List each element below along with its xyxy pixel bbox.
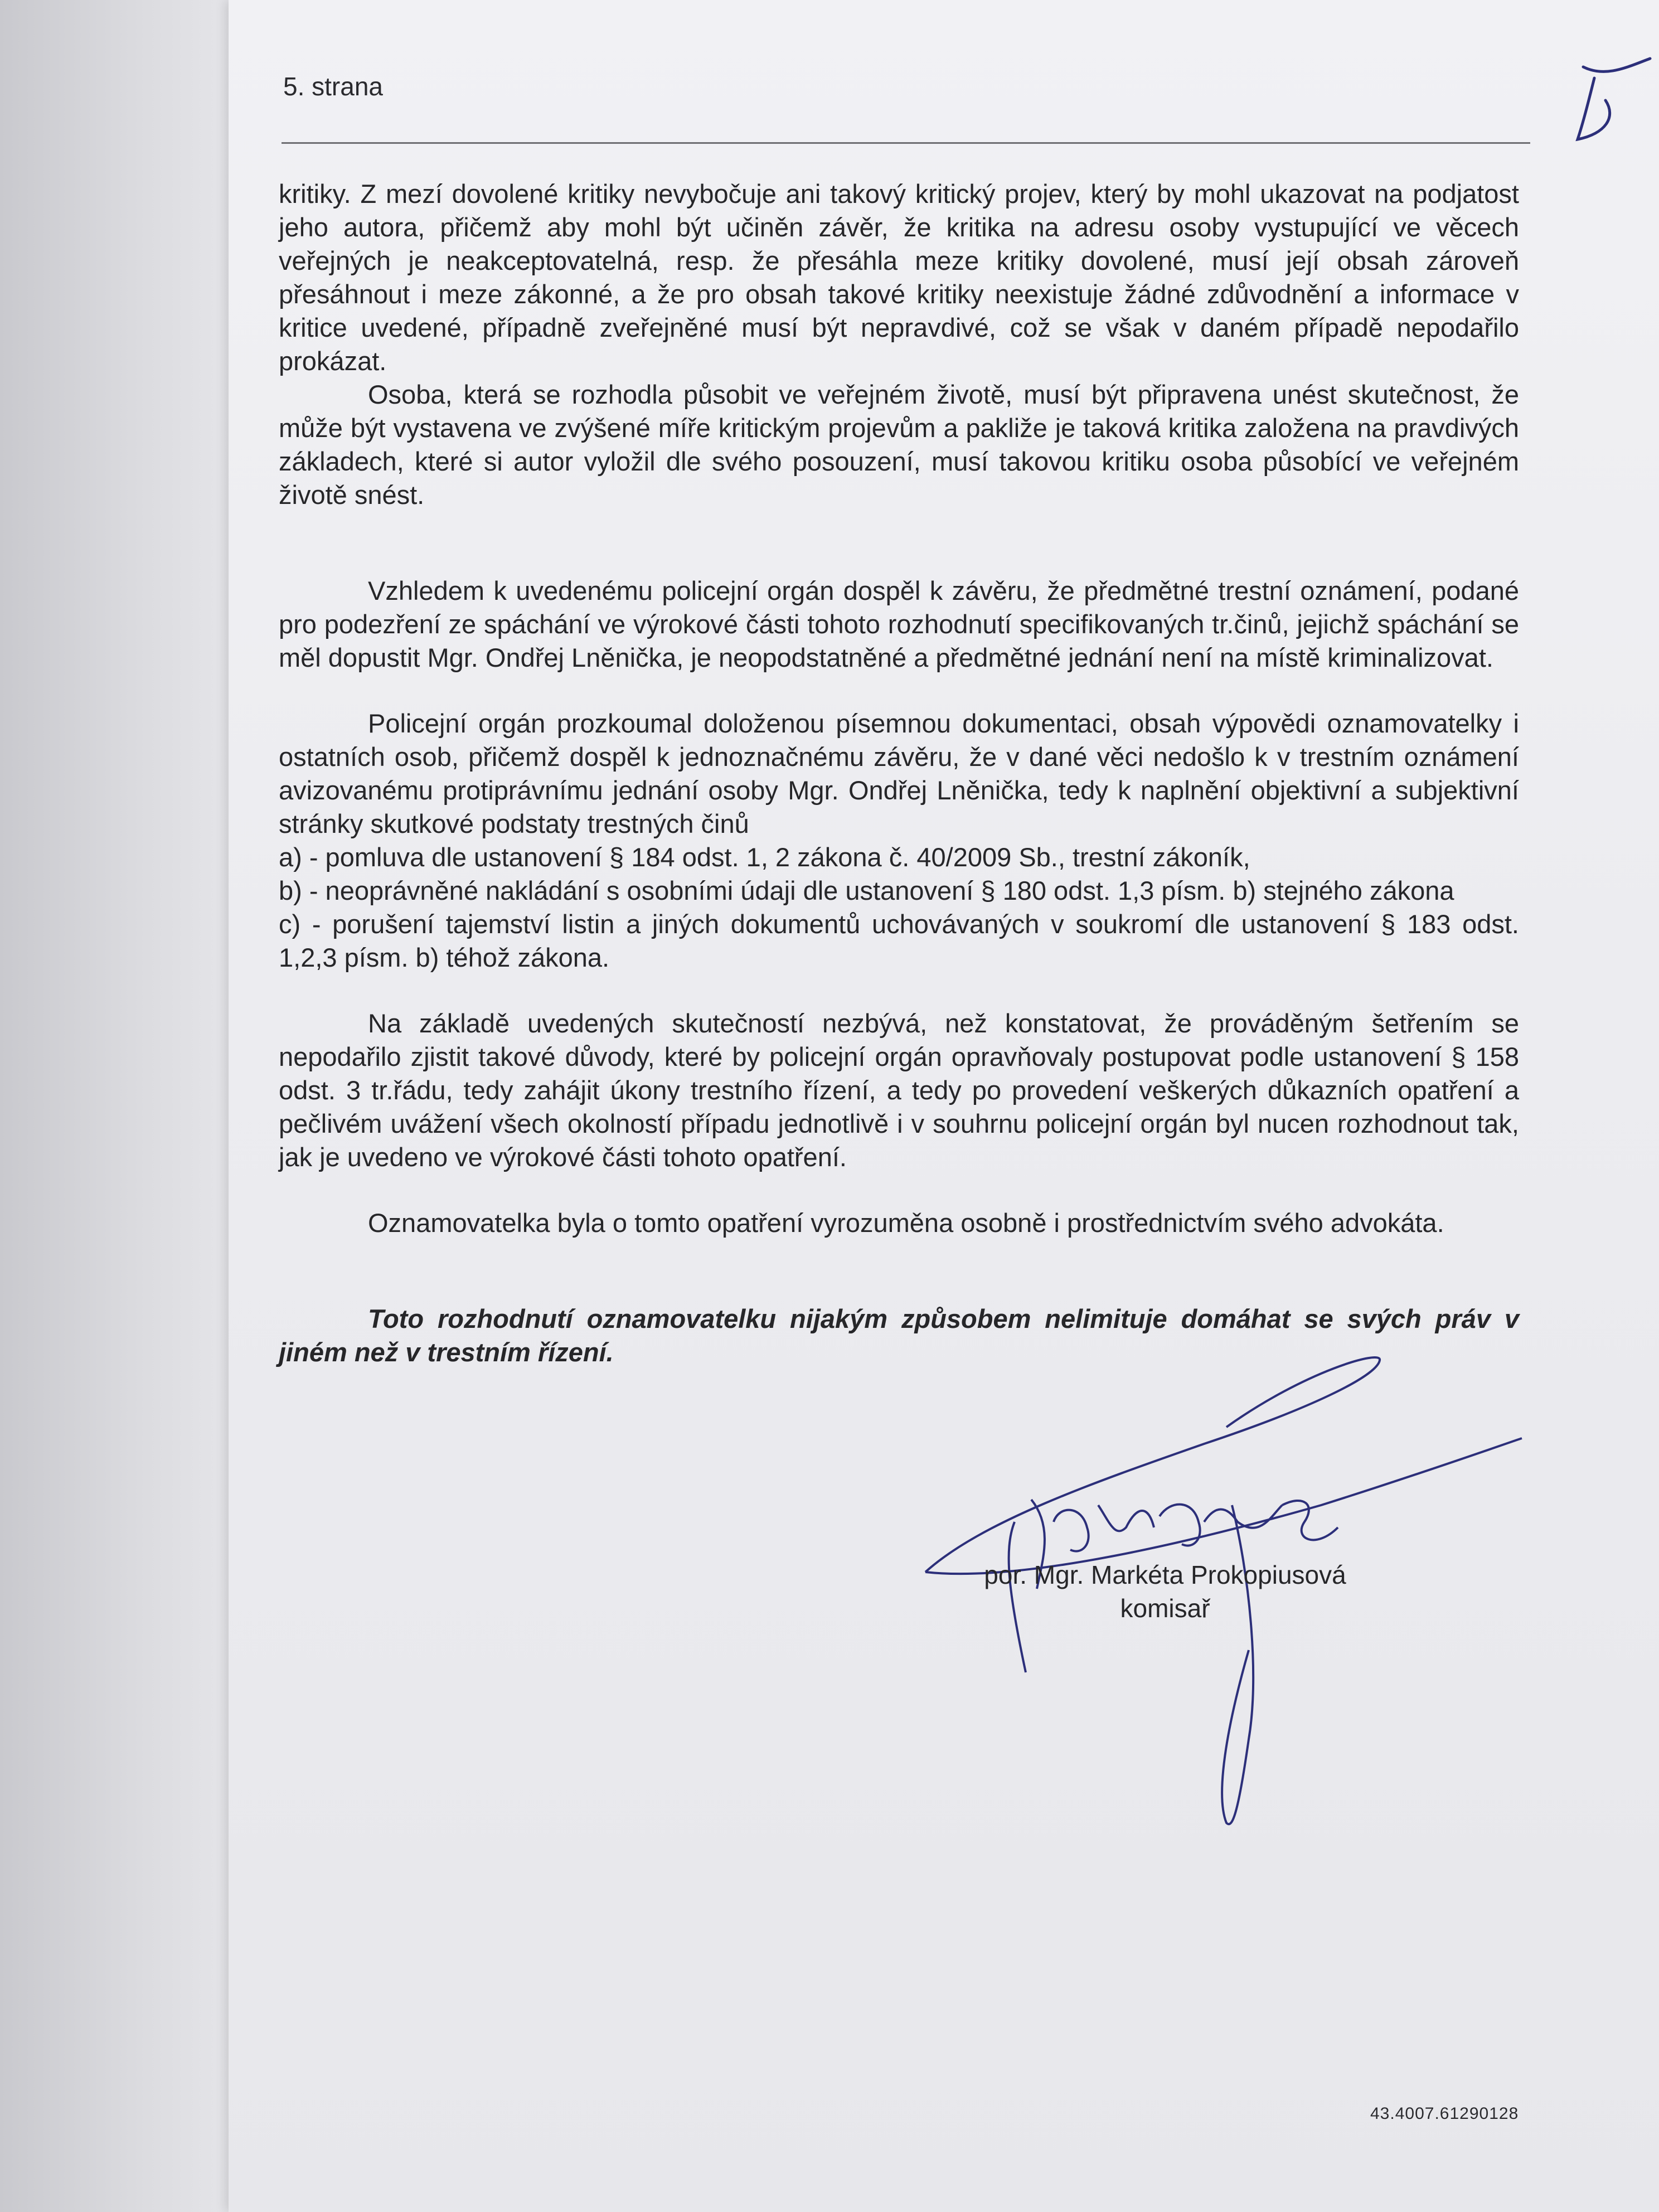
paragraph-decision: Na základě uvedených skutečností nezbývá, než konstatovat, že prováděným šetřením se nepodařilo zjistit takové důvody, které by policejní orgán opravňovaly postupovat podle ustanovení § 158 odst. 3 tr.řádu, tedy zahájit úkony trestního řízení, a tedy po provedení veškerých důkazních opatření a pečlivém uvážení všech okolností případu jednotlivě i v souhrnu policejní orgán byl nucen rozhodnout tak, jak je uvedeno ve výrokové části tohoto opatření. (279, 1008, 1519, 1172)
signatory-block (914, 1558, 1416, 1625)
document-body (279, 177, 1519, 1369)
paragraph-conclusion: Vzhledem k uvedenému policejní orgán dospěl k závěru, že předmětné trestní oznámení, podané pro podezření ze spáchání ve výrokové části tohoto rozhodnutí specifikovaných tr.činů, jejichž spáchání se měl dopustit Mgr. Ondřej Lněnička, je neopodstatněné a předmětné jednání není na místě kriminalizovat. (279, 576, 1519, 672)
legal-notice: Toto rozhodnutí oznamovatelku nijakým způsobem nelimituje domáhat se svých práv v jiném než v trestním řízení. (279, 1304, 1519, 1367)
signatory-title: komisař (1120, 1594, 1210, 1623)
paragraph-notification: Oznamovatelka byla o tomto opatření vyrozuměna osobně i prostřednictvím svého advokáta. (368, 1208, 1444, 1238)
signatory-name: por. Mgr. Markéta Prokopiusová (984, 1560, 1346, 1589)
paragraph-criticism-limits: kritiky. Z mezí dovolené kritiky nevybočuje ani takový kritický projev, který by mohl ukazovat na podjatost jeho autora, přičemž aby mohl být učiněn závěr, že kritika na adresu osoby vystupující ve věcech veřejných je neakceptovatelná, resp. že přesáhla meze kritiky dovolené, musí její obsah zároveň přesáhnout i meze zákonné, a že pro obsah takové kritiky neexistuje žádné zdůvodnění a informace v kritice uvedené, případně zveřejněné musí být nepravdivé, což se však v daném případě nepodařilo prokázat. (279, 179, 1519, 376)
list-item-b: b) - neoprávněné nakládání s osobními údaji dle ustanovení § 180 odst. 1,3 písm. b) stejného zákona (279, 876, 1454, 905)
binding-shadow (0, 0, 245, 2212)
list-item-a: a) - pomluva dle ustanovení § 184 odst. 1, 2 zákona č. 40/2009 Sb., trestní zákoník, (279, 842, 1250, 872)
handwritten-page-mark (1572, 56, 1656, 151)
paragraph-public-life: Osoba, která se rozhodla působit ve veřejném životě, musí být připravena unést skutečnost, že může být vystavena ve zvýšené míře kritickým projevům a pakliže je taková kritika založena na pravdivých základech, které si autor vyložil dle svého posouzení, musí takovou kritiku osoba působící ve veřejném životě snést. (279, 380, 1519, 510)
paragraph-examination: Policejní orgán prozkoumal doloženou písemnou dokumentaci, obsah výpovědi oznamovatelky i ostatních osob, přičemž dospěl k jednoznačnému závěru, že v dané věci nedošlo k v trestním oznámení avizovanému protiprávnímu jednání osoby Mgr. Ondřej Lněnička, tedy k naplnění objektivní a subjektivní stránky skutkové podstaty trestných činů (279, 709, 1519, 838)
page-number: 5. strana (283, 72, 383, 101)
list-item-c: c) - porušení tajemství listin a jiných dokumentů uchovávaných v soukromí dle ustanovení § 183 odst. 1,2,3 písm. b) téhož zákona. (279, 909, 1519, 972)
header-divider (282, 142, 1530, 144)
document-code: 43.4007.61290128 (1370, 2104, 1519, 2123)
